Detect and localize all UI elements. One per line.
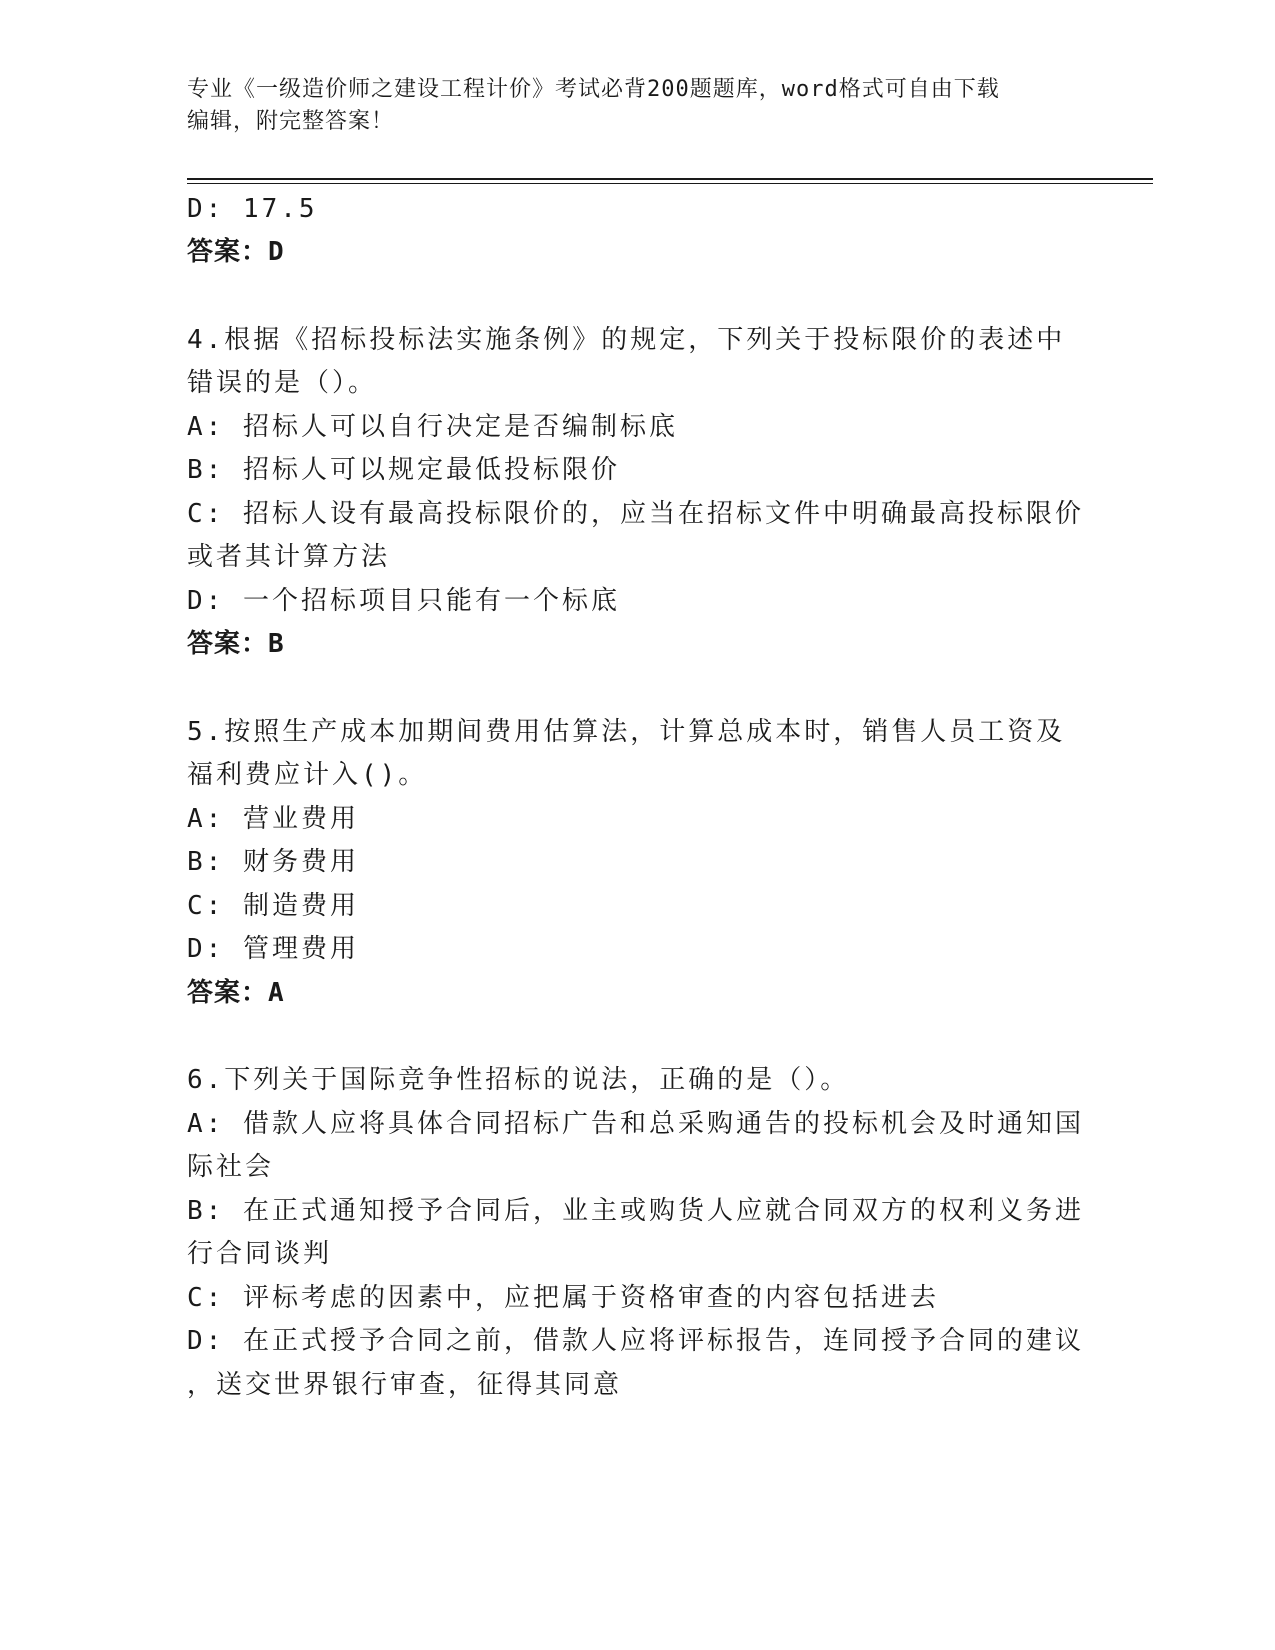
q6-option-d-line-1: D: 在正式授予合同之前，借款人应将评标报告，连同授予合同的建议 <box>187 1326 1084 1356</box>
q6-stem: 6.下列关于国际竞争性招标的说法，正确的是（）。 <box>187 1065 850 1095</box>
q5-option-d: D: 管理费用 <box>187 934 359 964</box>
q4-stem-line-2: 错误的是（）。 <box>187 368 378 398</box>
q4-option-d: D: 一个招标项目只能有一个标底 <box>187 586 620 616</box>
header-title-line-2: 编辑，附完整答案！ <box>187 109 395 134</box>
q6-option-b-line-2: 行合同谈判 <box>187 1239 333 1269</box>
q6-option-a-line-1: A: 借款人应将具体合同招标广告和总采购通告的投标机会及时通知国 <box>187 1109 1084 1139</box>
header-divider-thick <box>187 178 1153 180</box>
q4-option-c-line-1: C: 招标人设有最高投标限价的，应当在招标文件中明确最高投标限价 <box>187 499 1084 529</box>
q5-stem-line-1: 5.按照生产成本加期间费用估算法，计算总成本时，销售人员工资及 <box>187 717 1066 747</box>
q4-stem-line-1: 4.根据《招标投标法实施条例》的规定，下列关于投标限价的表述中 <box>187 325 1066 355</box>
q6-option-b-line-1: B: 在正式通知授予合同后，业主或购货人应就合同双方的权利义务进 <box>187 1196 1084 1226</box>
header-title-line-1: 专业《一级造价师之建设工程计价》考试必背200题题库，word格式可自由下载 <box>187 77 1000 102</box>
q5-option-c: C: 制造费用 <box>187 891 359 921</box>
q4-option-b: B: 招标人可以规定最低投标限价 <box>187 455 620 485</box>
q6-option-d-line-2: ，送交世界银行审查，征得其同意 <box>187 1370 623 1400</box>
q5-stem-line-2: 福利费应计入()。 <box>187 760 428 790</box>
q4-option-a: A: 招标人可以自行决定是否编制标底 <box>187 412 678 442</box>
q6-option-c: C: 评标考虑的因素中，应把属于资格审查的内容包括进去 <box>187 1283 939 1313</box>
q4-option-c-line-2: 或者其计算方法 <box>187 542 391 572</box>
page-header <box>187 74 1067 138</box>
q3-answer: 答案：D <box>187 237 285 267</box>
q6-option-a-line-2: 际社会 <box>187 1152 275 1182</box>
q5-option-b: B: 财务费用 <box>187 847 359 877</box>
q5-option-a: A: 营业费用 <box>187 804 359 834</box>
q4-answer: 答案：B <box>187 629 285 659</box>
q5-answer: 答案：A <box>187 978 285 1008</box>
q3-option-d: D: 17.5 <box>187 194 318 224</box>
header-divider-thin <box>187 183 1153 184</box>
